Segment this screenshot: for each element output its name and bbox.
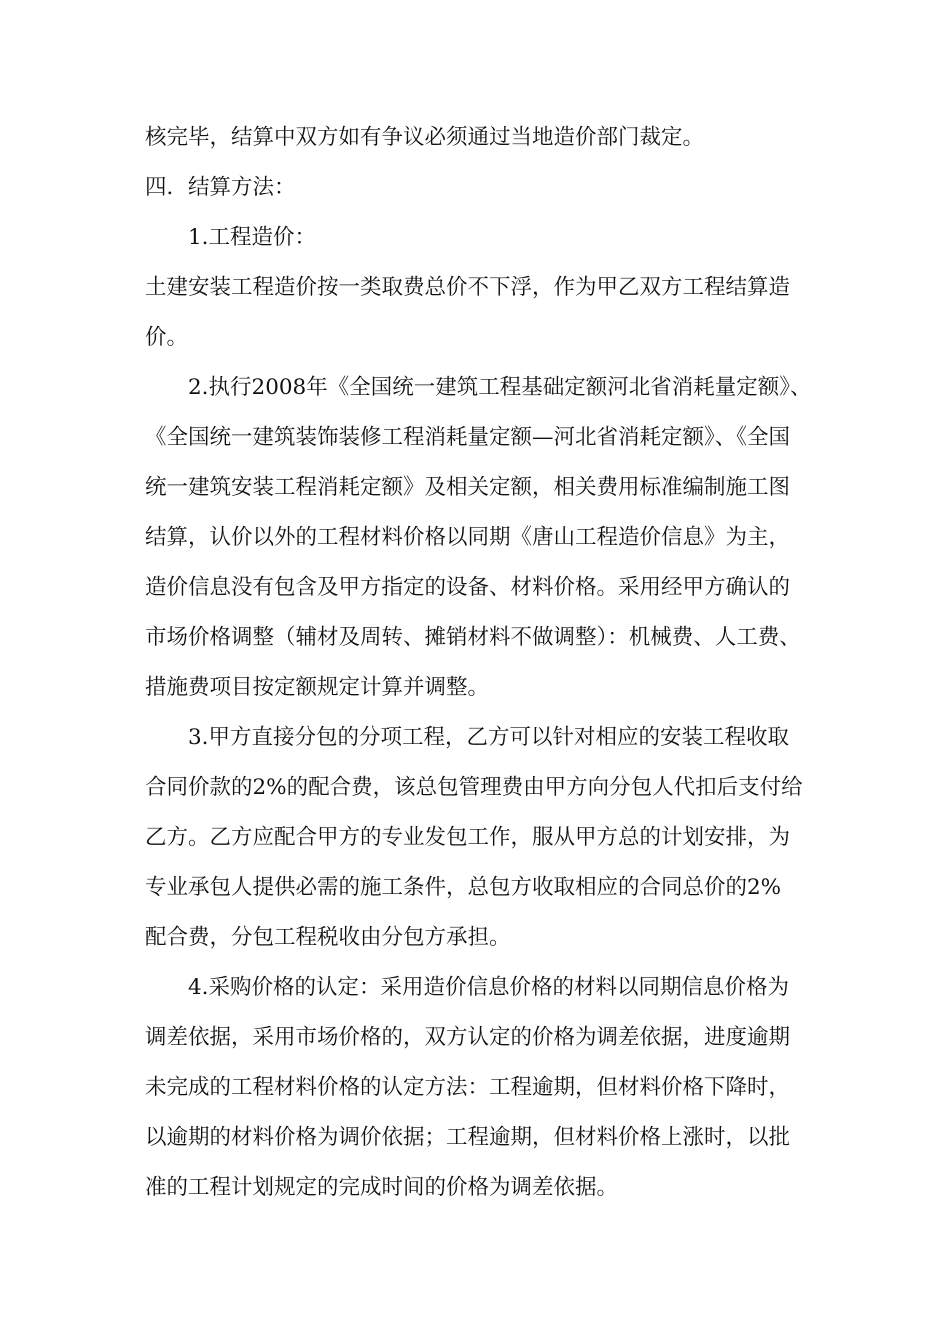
- text-line: 措施费项目按定额规定计算并调整。: [145, 675, 490, 700]
- text-line: 4.采购价格的认定：采用造价信息价格的材料以同期信息价格为: [188, 975, 790, 1000]
- text-line: 3.甲方直接分包的分项工程，乙方可以针对相应的安装工程收取: [188, 725, 790, 750]
- text-line: 调差依据，采用市场价格的，双方认定的价格为调差依据，进度逾期: [145, 1025, 791, 1050]
- text-line: 合同价款的2%的配合费，该总包管理费由甲方向分包人代扣后支付给: [145, 775, 803, 800]
- text-line: 土建安装工程造价按一类取费总价不下浮，作为甲乙双方工程结算造: [145, 275, 791, 300]
- text-line: 2.执行2008年《全国统一建筑工程基础定额河北省消耗量定额》、: [188, 375, 812, 400]
- text-line: 以逾期的材料价格为调价依据；工程逾期，但材料价格上涨时，以批: [145, 1125, 791, 1150]
- text-line: 核完毕，结算中双方如有争议必须通过当地造价部门裁定。: [145, 125, 705, 150]
- section-heading: 四．结算方法：: [145, 175, 296, 200]
- text-line: 准的工程计划规定的完成时间的价格为调差依据。: [145, 1175, 619, 1200]
- clause-heading: 1.工程造价：: [188, 225, 317, 250]
- text-line: 价。: [145, 325, 189, 350]
- text-line: 乙方。乙方应配合甲方的专业发包工作，服从甲方总的计划安排，为: [145, 825, 791, 850]
- text-line: 未完成的工程材料价格的认定方法：工程逾期，但材料价格下降时，: [145, 1075, 791, 1100]
- text-line: 造价信息没有包含及甲方指定的设备、材料价格。采用经甲方确认的: [145, 575, 791, 600]
- text-line: 配合费，分包工程税收由分包方承担。: [145, 925, 511, 950]
- text-line: 专业承包人提供必需的施工条件，总包方收取相应的合同总价的2%: [145, 875, 782, 900]
- text-line: 结算，认价以外的工程材料价格以同期《唐山工程造价信息》为主，: [145, 525, 791, 550]
- text-line: 《全国统一建筑装饰装修工程消耗量定额—河北省消耗定额》、《全国: [145, 425, 791, 450]
- text-line: 市场价格调整（辅材及周转、摊销材料不做调整）：机械费、人工费、: [145, 625, 801, 650]
- text-line: 统一建筑安装工程消耗定额》及相关定额，相关费用标准编制施工图: [145, 475, 791, 500]
